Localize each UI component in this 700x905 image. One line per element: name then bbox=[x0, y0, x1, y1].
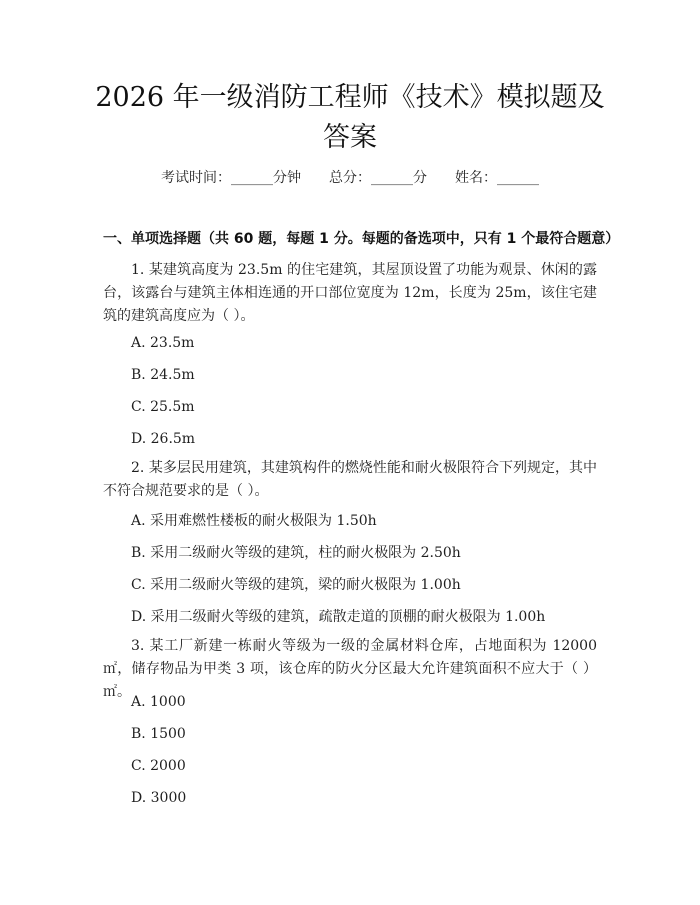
question-3-option-d: D. 3000 bbox=[131, 790, 187, 806]
question-1-option-a: A. 23.5m bbox=[131, 335, 195, 351]
question-2-option-d: D. 采用二级耐火等级的建筑，疏散走道的顶棚的耐火极限为 1.00h bbox=[131, 609, 546, 625]
question-3-text: 3. 某工厂新建一栋耐火等级为一级的金属材料仓库，占地面积为 12000 ㎡，储存物品为甲类 3 项，该仓库的防火分区最大允许建筑面积不应大于（ ）㎡。 bbox=[103, 638, 597, 700]
section-heading: 一、单项选择题（共 60 题，每题 1 分。每题的备选项中，只有 1 个最符合题意） bbox=[103, 231, 620, 247]
name-field: 姓名：______ bbox=[455, 170, 539, 186]
question-3-option-c: C. 2000 bbox=[131, 758, 186, 774]
question-1-text: 1. 某建筑高度为 23.5m 的住宅建筑，其屋顶设置了功能为观景、休闲的露台，该露台与建筑主体相连通的开口部位宽度为 12m，长度为 25m，该住宅建筑的建筑高度应为（ ）。 bbox=[103, 262, 597, 324]
question-3-option-a: A. 1000 bbox=[131, 694, 186, 710]
question-1-option-b: B. 24.5m bbox=[131, 367, 195, 383]
exam-meta-line bbox=[0, 168, 700, 188]
question-3-option-b: B. 1500 bbox=[131, 726, 186, 742]
page-title: 2026 年一级消防工程师《技术》模拟题及答案 bbox=[95, 82, 605, 153]
question-2-text: 2. 某多层民用建筑，其建筑构件的燃烧性能和耐火极限符合下列规定，其中不符合规范要求的是（ ）。 bbox=[103, 460, 597, 499]
question-2-option-c: C. 采用二级耐火等级的建筑，梁的耐火极限为 1.00h bbox=[131, 577, 461, 593]
question-1-option-c: C. 25.5m bbox=[131, 399, 195, 415]
question-1-option-d: D. 26.5m bbox=[131, 431, 196, 447]
total-score-field: 总分：______分 bbox=[329, 170, 427, 186]
question-2-option-a: A. 采用难燃性楼板的耐火极限为 1.50h bbox=[131, 513, 377, 529]
exam-time-field: 考试时间：______分钟 bbox=[161, 170, 301, 186]
question-2-option-b: B. 采用二级耐火等级的建筑，柱的耐火极限为 2.50h bbox=[131, 545, 461, 561]
